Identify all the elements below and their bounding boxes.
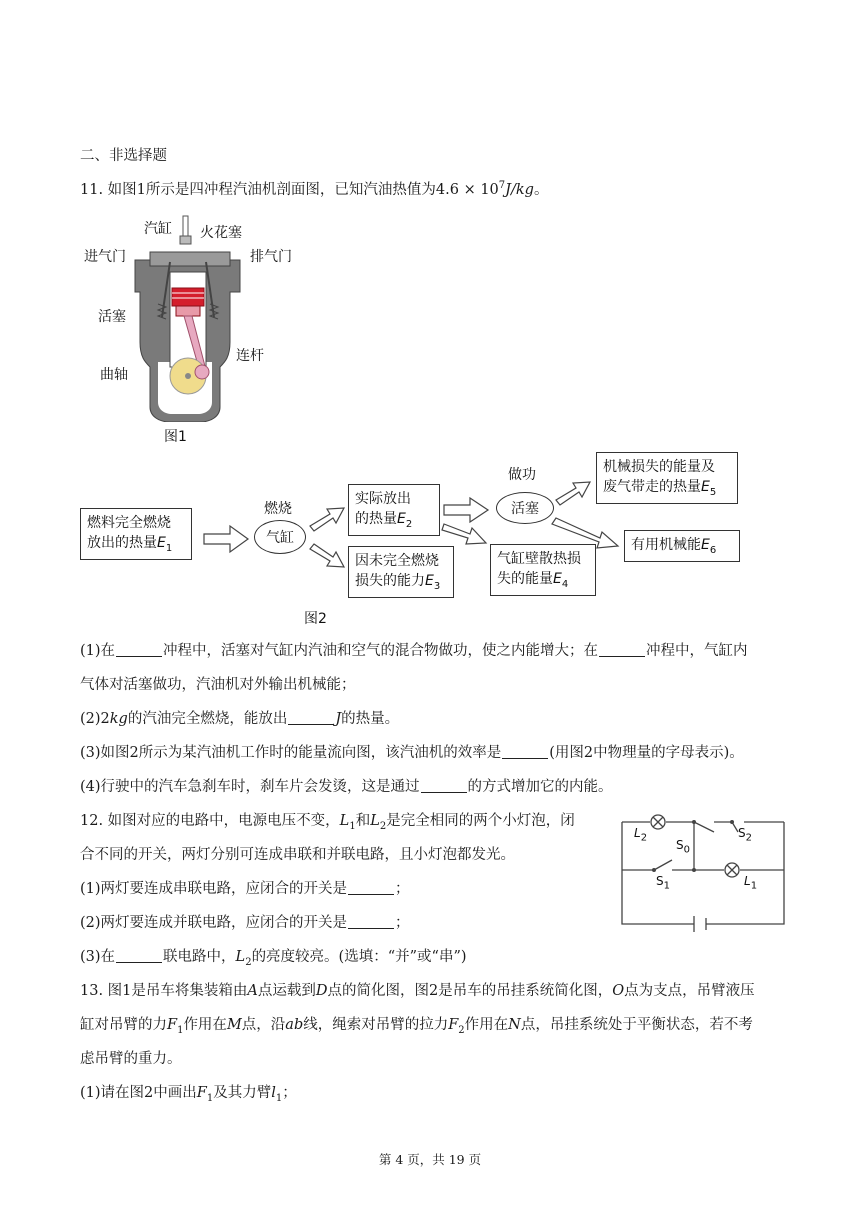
- answer-blank[interactable]: [348, 914, 394, 929]
- q12-part3: (3)在 联电路中，$L_2$的亮度较亮。(选填：“并”或“串”): [80, 949, 467, 968]
- figure1-caption: 图1: [164, 429, 187, 445]
- wall-heat-loss-box: 气缸壁散热损 失的能量$E_4$: [490, 544, 596, 596]
- q13-line3: 虑吊臂的重力。: [80, 1051, 182, 1067]
- section-title: 二、非选择题: [80, 148, 167, 164]
- figure2-caption: 图2: [304, 611, 327, 627]
- spark-plug-label: 火花塞: [200, 225, 242, 241]
- q12-line2: 合不同的开关，两灯分别可连成串联和并联电路，且小灯泡都发光。: [80, 847, 515, 863]
- q11-part2: (2)2kg的汽油完全燃烧，能放出 J的热量。: [80, 711, 400, 727]
- q11-part1-line2: 气体对活塞做功，汽油机对外输出机械能；: [80, 677, 356, 693]
- switch-S0-label: $S_0$: [676, 838, 690, 856]
- incomplete-combustion-box: 因未完全燃烧 损失的能力$E_3$: [348, 546, 454, 598]
- piston-oval: 活塞: [496, 492, 554, 524]
- answer-blank[interactable]: [421, 778, 467, 793]
- work-label: 做功: [508, 467, 536, 483]
- answer-blank[interactable]: [288, 710, 334, 725]
- q13-line1: 13. 图1是吊车将集装箱由A点运载到D点的简化图，图2是吊车的吊挂系统简化图，O点为支点，吊臂液压: [80, 983, 755, 999]
- q12-part2: (2)两灯要连成并联电路，应闭合的开关是 ；: [80, 915, 410, 931]
- lamp-L2-label: $L_2$: [634, 826, 648, 844]
- answer-blank[interactable]: [502, 744, 548, 759]
- answer-blank[interactable]: [116, 948, 162, 963]
- engine-cross-section-figure: [80, 212, 320, 447]
- switch-S2-label: $S_2$: [738, 826, 752, 844]
- q11-part4: (4)行驶中的汽车急刹车时，刹车片会发烫，这是通过 的方式增加它的内能。: [80, 779, 613, 795]
- switch-S1-label: $S_1$: [656, 874, 670, 892]
- q12-part1: (1)两灯要连成串联电路，应闭合的开关是 ；: [80, 881, 410, 897]
- q13-part1: (1)请在图2中画出$F_1$及其力臂$l_1$；: [80, 1085, 297, 1104]
- piston-label: 活塞: [98, 309, 126, 325]
- mechanical-loss-box: 机械损失的能量及 废气带走的热量$E_5$: [596, 452, 738, 504]
- cylinder-oval: 气缸: [254, 520, 306, 554]
- page-footer: 第 4 页，共 19 页: [378, 1152, 482, 1167]
- q13-line2: 缸对吊臂的力$F_1$作用在M点，沿ab线，绳索对吊臂的拉力$F_2$作用在N点，吊挂系统处于平衡状态，若不考: [80, 1017, 753, 1036]
- lamp-L1-label: $L_1$: [744, 874, 758, 892]
- answer-blank[interactable]: [116, 642, 162, 657]
- fuel-heat-box: 燃料完全燃烧 放出的热量$E_1$: [80, 508, 192, 560]
- q11-intro: 11. 如图1所示是四冲程汽油机剖面图，已知汽油热值为$4.6 \times 10^7J/kg$。: [80, 180, 549, 198]
- released-heat-box: 实际放出 的热量$E_2$: [348, 484, 440, 536]
- connecting-rod-label: 连杆: [236, 348, 264, 364]
- crankshaft-label: 曲轴: [100, 367, 128, 383]
- circuit-diagram: [614, 812, 794, 932]
- q11-part3: (3)如图2所示为某汽油机工作时的能量流向图，该汽油机的效率是 (用图2中物理量的字母表示)。: [80, 745, 744, 761]
- q12-line1: 12. 如图对应的电路中，电源电压不变，$L_1$和$L_2$是完全相同的两个小灯泡，闭: [80, 813, 575, 832]
- burn-label: 燃烧: [264, 501, 292, 517]
- q11-part1-line1: (1)在 冲程中，活塞对气缸内汽油和空气的混合物做功，使之内能增大；在 冲程中，气缸内: [80, 643, 748, 659]
- answer-blank[interactable]: [599, 642, 645, 657]
- exhaust-valve-label: 排气门: [250, 249, 292, 265]
- answer-blank[interactable]: [348, 880, 394, 895]
- intake-valve-label: 进气门: [84, 249, 126, 265]
- useful-mechanical-energy-box: 有用机械能$E_6$: [624, 530, 740, 562]
- energy-flow-figure: [78, 458, 758, 628]
- cylinder-label: 汽缸: [144, 221, 172, 237]
